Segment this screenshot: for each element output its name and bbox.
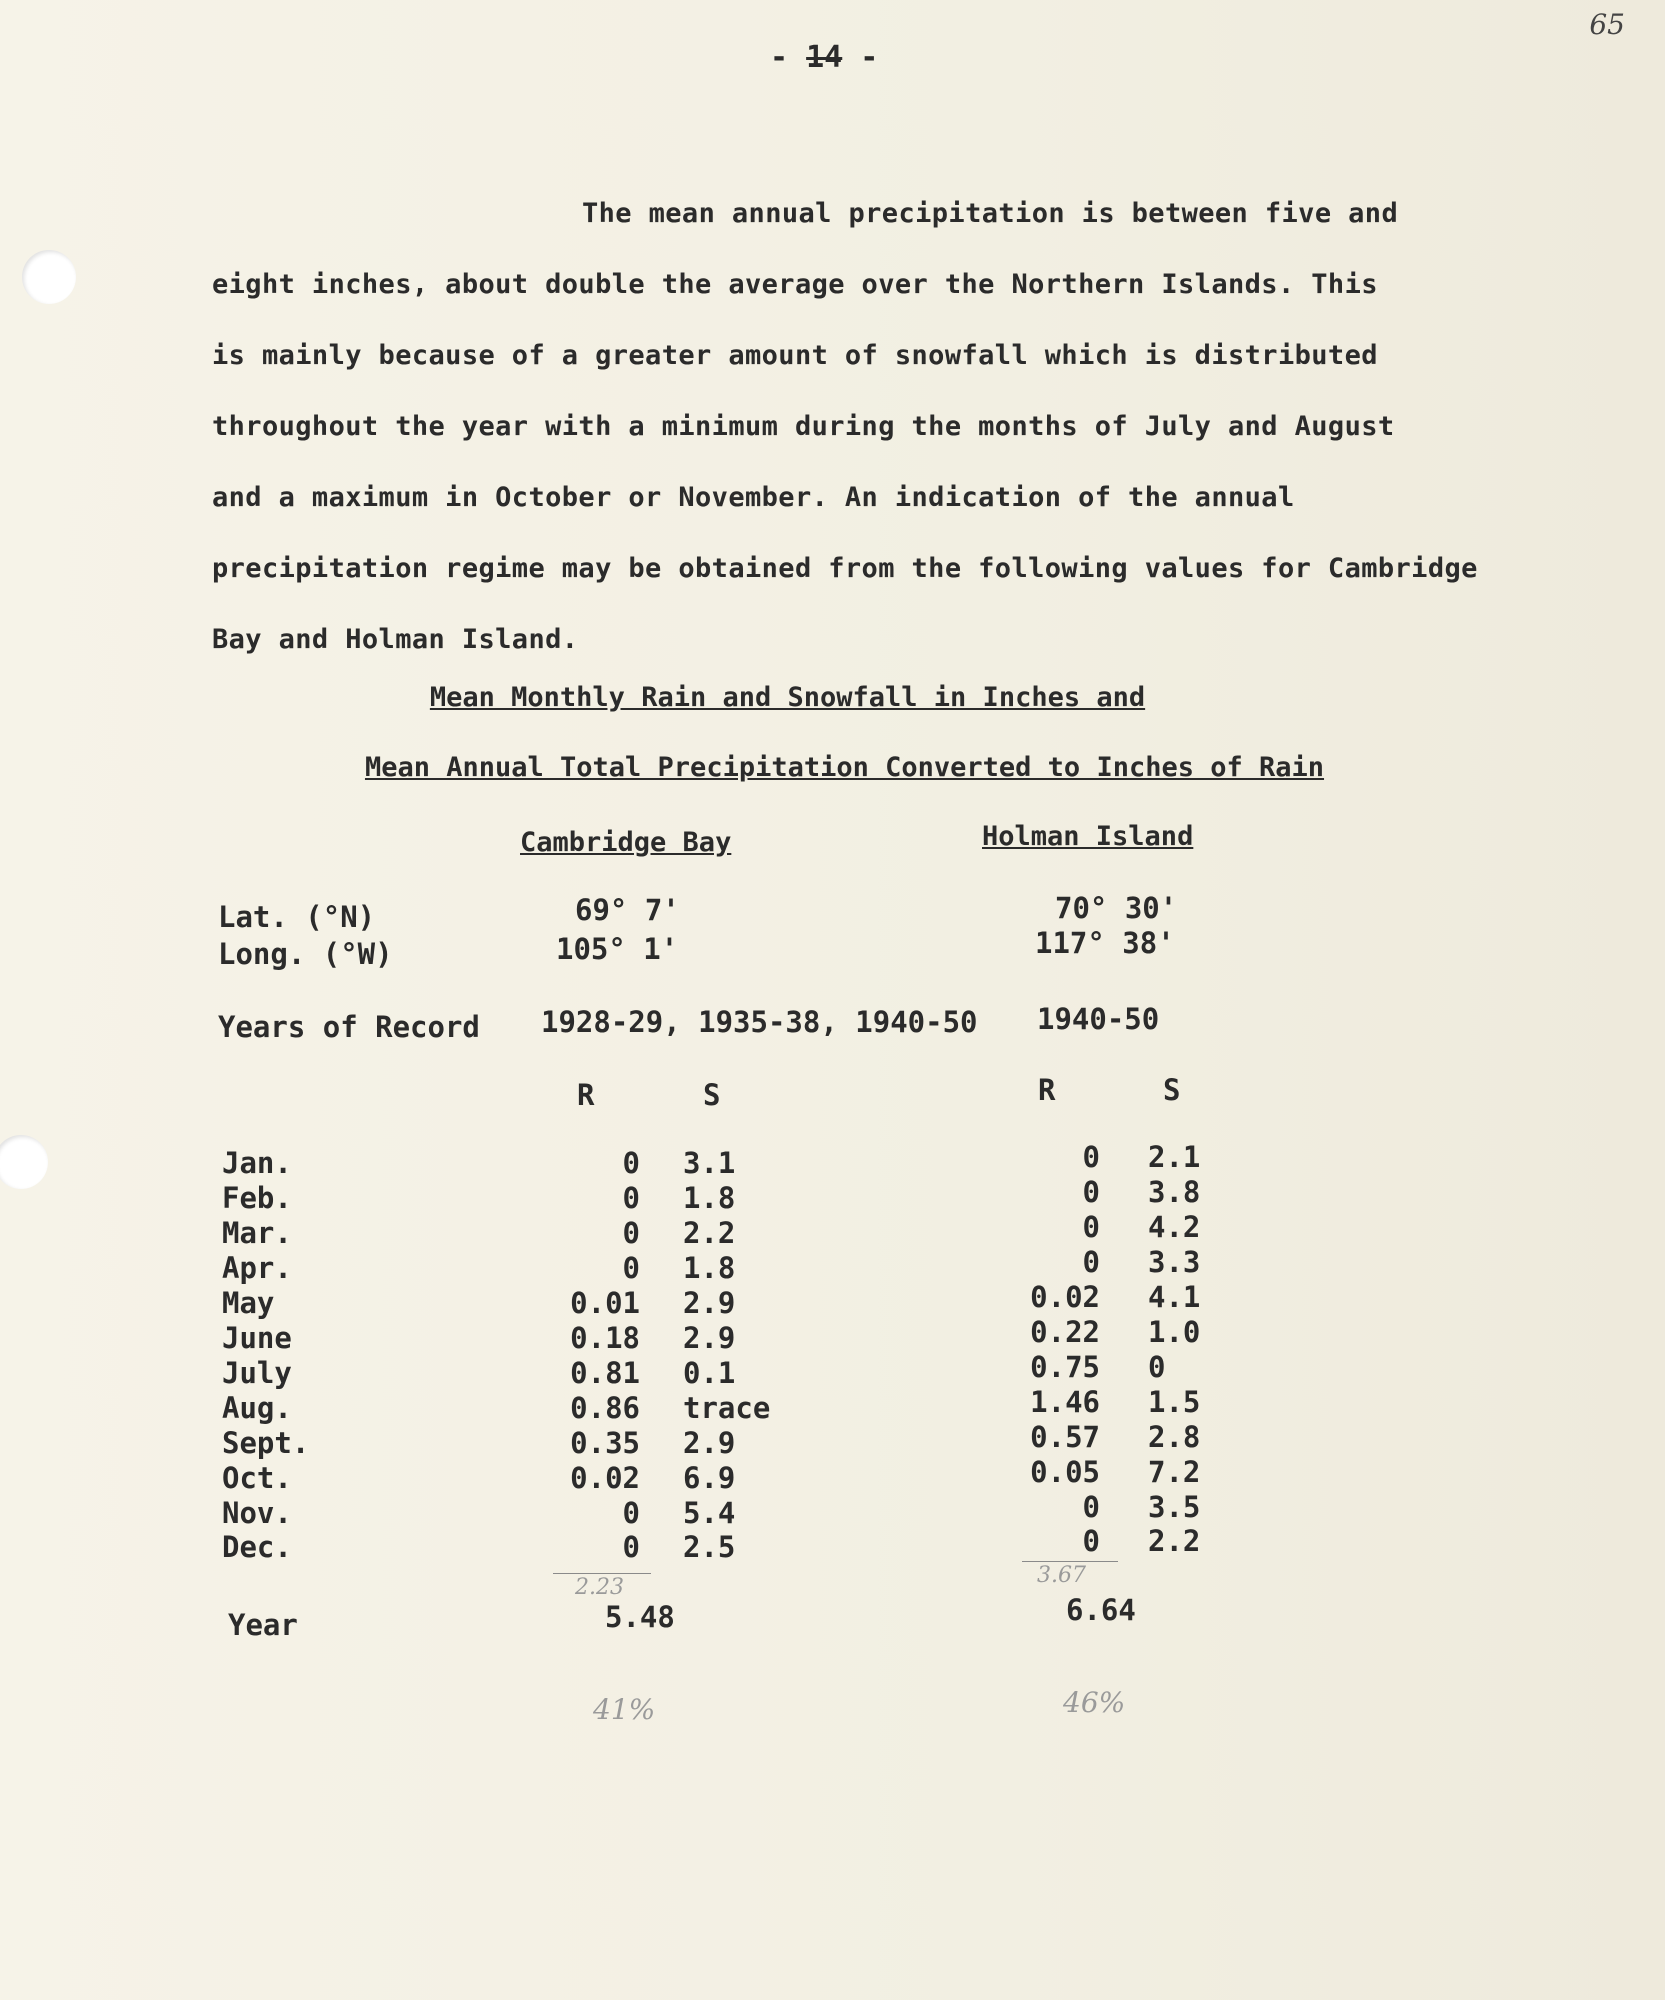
cambridge-rain-8: 0.86: [570, 1390, 640, 1425]
col-header-cambridge-r: R: [577, 1078, 595, 1112]
cambridge-rain-9: 0.35: [570, 1425, 640, 1460]
month-label-9: Sept.: [222, 1425, 310, 1460]
cambridge-rain-6: 0.18: [570, 1320, 640, 1355]
typed-page-number-value: 14: [806, 40, 843, 75]
holman-snow-5: 4.1: [1148, 1279, 1201, 1314]
years-label: Years of Record: [218, 1010, 480, 1044]
holman-snow-4: 3.3: [1148, 1244, 1201, 1279]
col-header-holman-r: R: [1038, 1073, 1056, 1107]
cambridge-snow-5: 2.9: [683, 1285, 736, 1320]
holman-snow-9: 2.8: [1148, 1419, 1201, 1454]
cambridge-snow-6: 2.9: [683, 1320, 736, 1355]
cambridge-snow-1: 3.1: [683, 1146, 736, 1180]
paragraph-line-7: Bay and Holman Island.: [212, 624, 579, 655]
month-label-6: June: [222, 1320, 292, 1355]
cambridge-snow-4: 1.8: [683, 1250, 736, 1285]
sum-rule-cambridge: [553, 1573, 651, 1574]
long-cambridge: 105° 1': [556, 932, 679, 966]
cambridge-rain-12: 0: [622, 1530, 640, 1565]
table-title-line-1: Mean Monthly Rain and Snowfall in Inches and: [429, 682, 1146, 713]
holman-snow-6: 1.0: [1148, 1314, 1201, 1349]
paragraph-line-1: The mean annual precipitation is between five and: [582, 198, 1399, 229]
month-label-3: Mar.: [222, 1215, 292, 1250]
cambridge-rain-5: 0.01: [570, 1285, 640, 1320]
table-title-line-2: Mean Annual Total Precipitation Converted to Inches of Rain: [364, 752, 1325, 783]
cambridge-snow-11: 5.4: [683, 1495, 736, 1530]
holman-snow-11: 3.5: [1148, 1489, 1201, 1524]
pencil-percent-cambridge: 41%: [593, 1693, 656, 1726]
sum-rule-holman: [1022, 1561, 1118, 1562]
paragraph-line-3: is mainly because of a greater amount of snowfall which is distributed: [212, 340, 1378, 371]
holman-rain-11: 0: [1082, 1489, 1100, 1524]
paragraph-line-2: eight inches, about double the average over the Northern Islands. This: [212, 269, 1378, 300]
body-paragraph: [212, 178, 1592, 675]
holman-snow-2: 3.8: [1148, 1174, 1201, 1209]
holman-rain-8: 1.46: [1030, 1384, 1100, 1419]
holman-snow-10: 7.2: [1148, 1454, 1201, 1489]
holman-rain-9: 0.57: [1030, 1419, 1100, 1454]
cambridge-snow-8: trace: [683, 1390, 771, 1425]
pencil-rain-total-cambridge: 2.23: [575, 1575, 624, 1600]
handwritten-page-number: 65: [1589, 8, 1625, 41]
month-label-1: Jan.: [222, 1146, 292, 1180]
cambridge-rain-1: 0: [622, 1146, 640, 1180]
holman-rain-5: 0.02: [1030, 1279, 1100, 1314]
year-total-cambridge: 5.48: [605, 1600, 675, 1634]
cambridge-rain-10: 0.02: [570, 1460, 640, 1495]
paragraph-line-4: throughout the year with a minimum during the months of July and August: [212, 411, 1395, 442]
cambridge-snow-12: 2.5: [683, 1530, 736, 1565]
typed-page-number: - 14 -: [770, 40, 879, 75]
year-total-holman: 6.64: [1066, 1593, 1136, 1627]
holman-snow-7: 0: [1148, 1349, 1166, 1384]
month-label-12: Dec.: [222, 1530, 292, 1565]
cambridge-snow-3: 2.2: [683, 1215, 736, 1250]
holman-rain-3: 0: [1082, 1209, 1100, 1244]
holman-rain-4: 0: [1082, 1244, 1100, 1279]
cambridge-rain-4: 0: [622, 1250, 640, 1285]
cambridge-rain-2: 0: [622, 1180, 640, 1215]
years-holman: 1940-50: [1037, 1002, 1160, 1036]
lat-label: Lat. (°N): [218, 900, 376, 934]
cambridge-snow-9: 2.9: [683, 1425, 736, 1460]
cambridge-rain-7: 0.81: [570, 1355, 640, 1390]
long-label: Long. (°W): [218, 937, 393, 971]
cambridge-rain-11: 0: [622, 1495, 640, 1530]
station-header-cambridge: Cambridge Bay: [520, 827, 732, 858]
lat-cambridge: 69° 7': [575, 893, 680, 927]
month-label-7: July: [222, 1355, 292, 1390]
cambridge-rain-3: 0: [622, 1215, 640, 1250]
holman-rain-12: 0: [1082, 1524, 1100, 1559]
holman-snow-12: 2.2: [1148, 1524, 1201, 1559]
cambridge-snow-7: 0.1: [683, 1355, 736, 1390]
holman-snow-1: 2.1: [1148, 1140, 1201, 1174]
holman-rain-2: 0: [1082, 1174, 1100, 1209]
month-label-5: May: [222, 1285, 275, 1320]
cambridge-snow-2: 1.8: [683, 1180, 736, 1215]
month-label-11: Nov.: [222, 1495, 292, 1530]
pencil-percent-holman: 46%: [1063, 1686, 1126, 1719]
holman-rain-6: 0.22: [1030, 1314, 1100, 1349]
long-holman: 117° 38': [1035, 926, 1175, 960]
paragraph-line-6: precipitation regime may be obtained from the following values for Cambridge: [212, 553, 1478, 584]
lat-holman: 70° 30': [1055, 891, 1178, 925]
month-label-8: Aug.: [222, 1390, 292, 1425]
holman-snow-8: 1.5: [1148, 1384, 1201, 1419]
year-label: Year: [228, 1608, 298, 1642]
years-cambridge: 1928-29, 1935-38, 1940-50: [541, 1005, 978, 1039]
holman-rain-1: 0: [1082, 1140, 1100, 1174]
holman-snow-3: 4.2: [1148, 1209, 1201, 1244]
col-header-cambridge-s: S: [703, 1078, 721, 1112]
punch-hole-top: [22, 250, 76, 304]
paragraph-line-5: and a maximum in October or November. An indication of the annual: [212, 482, 1295, 513]
col-header-holman-s: S: [1163, 1073, 1181, 1107]
month-label-4: Apr.: [222, 1250, 292, 1285]
holman-rain-7: 0.75: [1030, 1349, 1100, 1384]
station-header-holman: Holman Island: [982, 821, 1194, 852]
pencil-rain-total-holman: 3.67: [1037, 1563, 1086, 1588]
holman-rain-10: 0.05: [1030, 1454, 1100, 1489]
month-label-10: Oct.: [222, 1460, 292, 1495]
month-label-2: Feb.: [222, 1180, 292, 1215]
cambridge-snow-10: 6.9: [683, 1460, 736, 1495]
